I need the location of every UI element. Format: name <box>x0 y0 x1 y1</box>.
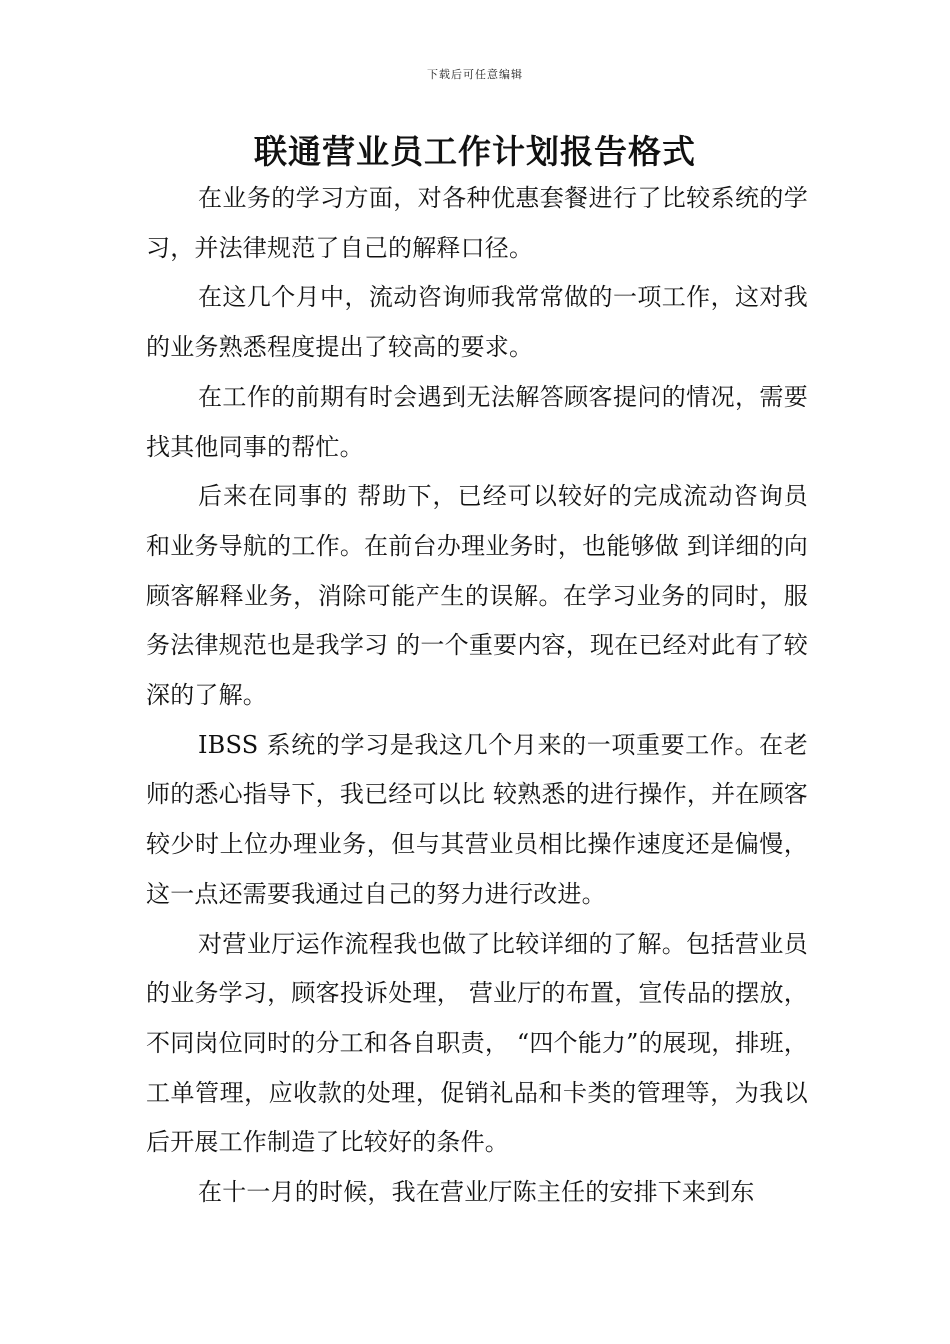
document-body <box>146 174 808 1218</box>
paragraph-1: 在业务的学习方面，对各种优惠套餐进行了比较系统的学习，并法律规范了自己的解释口径。 <box>146 184 808 262</box>
paragraph-4: 后来在同事的 帮助下，已经可以较好的完成流动咨询员和业务导航的工作。在前台办理业务时，也能够做 到详细的向顾客解释业务，消除可能产生的误解。在学习业务的同时，服务法律规范也是我学习 的一个重要内容，现在已经对此有了较深的了解。 <box>146 482 808 710</box>
paragraph-7: 在十一月的时候，我在营业厅陈主任的安排下来到东 <box>198 1178 755 1207</box>
paragraph-3: 在工作的前期有时会遇到无法解答顾客提问的情况，需要找其他同事的帮忙。 <box>146 382 808 461</box>
document-title: 联通营业员工作计划报告格式 <box>254 132 696 171</box>
header-note: 下载后可任意编辑 <box>427 68 523 81</box>
paragraph-2: 在这几个月中，流动咨询师我常常做的一项工作，这对我的业务熟悉程度提出了较高的要求。 <box>146 283 808 362</box>
paragraph-6: 对营业厅运作流程我也做了比较详细的了解。包括营业员的业务学习，顾客投诉处理， 营业厅的布置，宣传品的摆放，不同岗位同时的分工和各自职责， “四个能力”的展现，排班，工单管理，应收款的处理，促销礼品和卡类的管理等，为我以后开展工作制造了比较好的条件。 <box>146 929 808 1157</box>
paragraph-5: IBSS 系统的学习是我这几个月来的一项重要工作。在老师的悉心指导下，我已经可以比 较熟悉的进行操作，并在顾客较少时上位办理业务，但与其营业员相比操作速度还是偏慢， 这一点还需要我通过自己的努力进行改进。 <box>146 730 808 908</box>
